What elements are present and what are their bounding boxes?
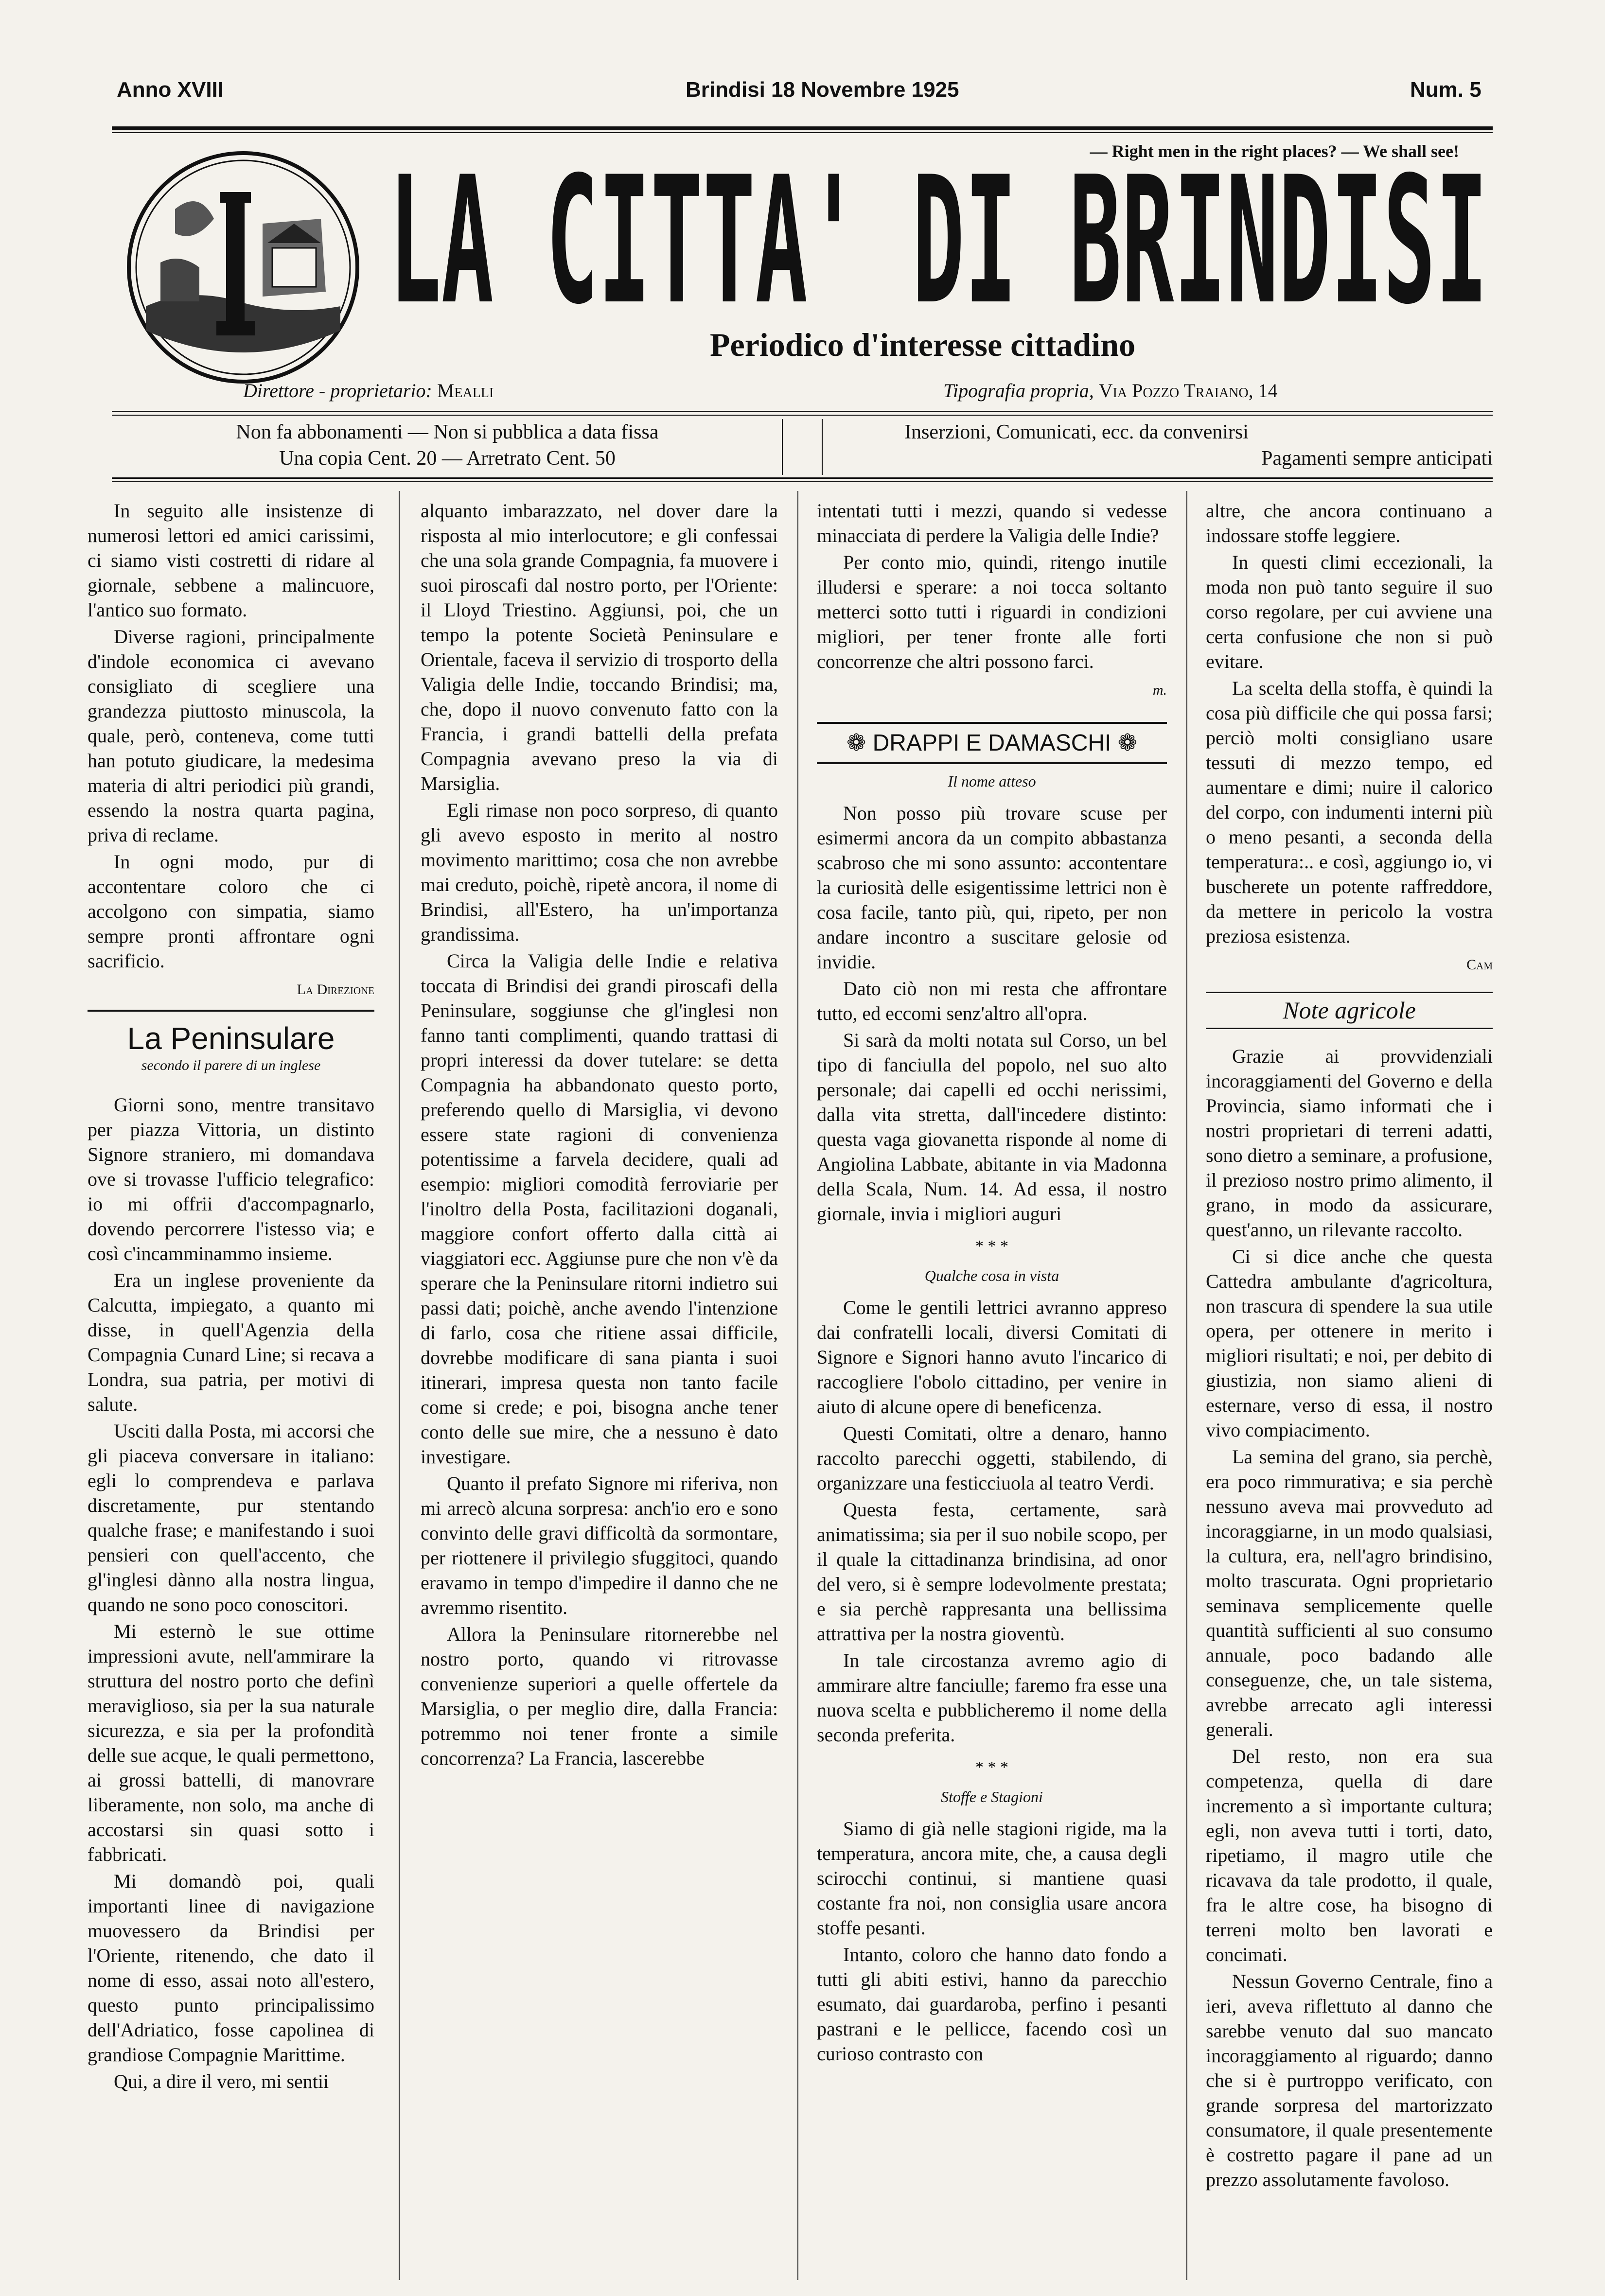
article-paragraph: Del resto, non era sua competenza, quella di dare incremento a sì importante cultura; egli, non aveva tutti i torti, dato, ripetiamo, il magro utile che ricavava da tale prodotto, il quale, fra le altre cose, ha bisogno di terreni molto ben lavorati e concimati. bbox=[1206, 1745, 1493, 1965]
section-title-box bbox=[817, 722, 1167, 764]
article-paragraph: La semina del grano, sia perchè, era poco rimmurativa; e sia perchè nessuno aveva mai provveduto ad incoraggiarne, in un modo qualsiasi, la cultura, era, nell'agro brindisino, molto trascurata. Ogni proprietario seminava semplicemente quelle quantità sufficienti al suo consumo annuale, poco badando alle conseguenze, che, un tale sistema, avrebbe arrecato agli interessi generali. bbox=[1206, 1446, 1493, 1740]
asterism: * * * bbox=[975, 1758, 1008, 1776]
subsection-paragraph: Intanto, coloro che hanno dato fondo a tutti gli abiti estivi, hanno da parecchio esumato, dai guardaroba, perfino i pesanti pastrani e le pellicce, facendo così un curioso contrasto con bbox=[817, 1944, 1167, 2065]
article-paragraph: Ci si dice anche che questa Cattedra ambulante d'agricoltura, non trascura di spendere la sua utile opera, per ottenere in merito i migliori risultati; e noi, per debito di giustizia, non siamo alieni di esternare, verso di essa, il nostro vivo compiacimento. bbox=[1206, 1245, 1493, 1441]
info-divider-1 bbox=[782, 419, 783, 475]
issue-number: Num. 5 bbox=[1410, 78, 1482, 102]
header-top-rule bbox=[112, 126, 1493, 130]
article-paragraph: Allora la Peninsulare ritornerebbe nel nostro porto, quando vi ritrovasse convenienze superiori a quelle offertele da Marsiglia, o per meglio dire, dalla Francia: potremmo noi tener fronte a simile concorrenza? La Francia, lascerebbe bbox=[421, 1623, 778, 1769]
header-top-rule-thin bbox=[112, 132, 1493, 133]
subsection-paragraph: Come le gentili lettrici avranno appreso dai confratelli locali, diversi Comitati di Signore e Signori hanno avuto l'incarico di raccogliere l'obolo cittadino, per venire in aiuto di alcune opere di beneficenza. bbox=[817, 1297, 1167, 1418]
masthead-title bbox=[379, 160, 1498, 326]
asterism: * * * bbox=[975, 1237, 1008, 1255]
issue-date: Brindisi 18 Novembre 1925 bbox=[686, 78, 959, 102]
subsection-paragraph: In questi climi eccezionali, la moda non può tanto seguire il suo corso regolare, per cui avviene una certa confusione che non si può evitare. bbox=[1206, 551, 1493, 672]
article-subtitle: secondo il parere di un inglese bbox=[141, 1057, 321, 1073]
typography-address: Via Pozzo Traiano, 14 bbox=[1098, 380, 1278, 402]
article-title: La Peninsulare bbox=[127, 1021, 335, 1056]
intro-paragraph: In seguito alle insistenze di numerosi lettori ed amici carissimi, ci siamo visti costretti di ridare al giornale, sebbene a malincuore, l'antico suo formato. bbox=[88, 500, 374, 621]
typography-label: Tipografia propria, bbox=[943, 380, 1094, 402]
article-signature: m. bbox=[1152, 682, 1167, 698]
info-top-rule bbox=[112, 411, 1493, 412]
column-rule-1 bbox=[399, 491, 400, 2280]
masthead-subtitle: Periodico d'interesse cittadino bbox=[710, 326, 1136, 363]
subsection-paragraph: Questi Comitati, oltre a denaro, hanno raccolto parecchi oggetti, stabilendo, di organizzare una festicciuola al teatro Verdi. bbox=[817, 1422, 1167, 1494]
info-right-line1: Inserzioni, Comunicati, ecc. da convenirsi bbox=[904, 421, 1249, 443]
subsection-paragraph: Questa festa, certamente, sarà animatissima; sia per il suo nobile scopo, per il quale la cittadinanza brindisina, ad onor del vero, si è sempre lodevolmente prestata; e sia perchè rappresanta una bellissima attrattiva per la nostra gioventù. bbox=[817, 1499, 1167, 1645]
article-paragraph: alquanto imbarazzato, nel dover dare la risposta al mio interlocutore; e gli confessai che una sola grande Compagnia, fa muovere i suoi piroscafi dal nostro porto, per l'Oriente: il Lloyd Triestino. Aggiunsi, poi, che un tempo la potente Società Peninsulare e Orientale, faceva il servizio di trosporto della Valigia delle Indie, toccando Brindisi; ma, che, dopo il nuovo convenuto fatto con la Francia, i grandi battelli della prefata Compagnia avevano preso la via di Marsiglia. bbox=[421, 500, 778, 794]
intro-paragraph: In ogni modo, pur di accontentare coloro che ci accolgono con simpatia, siamo sempre pronti affrontare ogni sacrificio. bbox=[88, 851, 374, 972]
masthead-title-text: LA CITTA' DI BRINDISI bbox=[389, 160, 1488, 326]
article-paragraph: Mi domandò poi, quali importanti linee di navigazione muovessero da Brindisi per l'Oriente, ritenendo, che dato il nome di esso, assai noto all'estero, questo punto principalissimo dell'Adriatico, fosse capolinea di grandiose Compagnie Marittime. bbox=[88, 1870, 374, 2066]
article-paragraph: Giorni sono, mentre transitavo per piazza Vittoria, un distinto Signore straniero, mi domandava ove si trovasse l'ufficio telegrafico: io mi offrii d'accompagnarlo, dovendo percorrere l'istesso via; e così c'incamminammo insieme. bbox=[88, 1094, 374, 1264]
article-paragraph: Circa la Valigia delle Indie e relativa toccata di Brindisi dei grandi piroscafi della Peninsulare, soggiunse che gl'inglesi non fanno tanti complimenti, quando trattasi di propri interessi da dover tutelare: se detta Compagnia ha abbandonato questo porto, preferendo quello di Marsiglia, vi devono essere state ragioni di convenienza potentissime a farvela decidere, quali ad esempio: migliori comodità ferroviarie per l'inoltro della Posta, facilitazioni doganali, maggiore confort offerto dalla città ai viaggiatori ecc. Aggiunse pure che non v'è da sperare che la Peninsulare ritorni indietro sui passi dati; poichè, anche avendo l'intenzione di farlo, cosa che ritiene assai difficile, dovrebbe modificare di sana pianta i suoi itinerari, impresa questa non tanto facile come si crede; e poi, bisogna anche tener conto delle sue mire, che a nessuno è dato investigare. bbox=[421, 950, 778, 1468]
column-rule-3 bbox=[1186, 491, 1187, 2280]
section-title: DRAPPI E DAMASCHI bbox=[872, 730, 1111, 756]
article-paragraph: Egli rimase non poco sorpreso, di quanto gli avevo esposto in merito al nostro movimento marittimo; cosa che non avrebbe mai creduto, poichè, ripetè ancora, il nome di Brindisi, all'Estero, ha un'importanza grandissima. bbox=[421, 799, 778, 945]
flower-icon: ❁ bbox=[1111, 730, 1137, 756]
article-paragraph: Per conto mio, quindi, ritengo inutile illudersi e sperare: a noi tocca soltanto metterci sotto tutti i riguardi in condizioni migliori, per tener fronte alle forti concorrenze che altri possono farci. bbox=[817, 551, 1167, 672]
column-3 bbox=[817, 498, 1167, 2068]
info-right bbox=[904, 419, 1493, 472]
section-divider bbox=[88, 1010, 374, 1012]
column-2 bbox=[421, 498, 778, 1772]
subsection-paragraph: Dato ciò non mi resta che affrontare tutto, ed eccomi senz'altro all'opra. bbox=[817, 978, 1167, 1024]
article-paragraph: Usciti dalla Posta, mi accorsi che gli piaceva conversare in italiano: egli lo comprendeva e parlava discretamente, pur stentando qualche frase; e manifestando i suoi pensieri con quell'accento, che gl'inglesi dànno alla nostra lingua, quando ne sono poco conoscitori. bbox=[88, 1420, 374, 1615]
article-paragraph: Nessun Governo Centrale, fino a ieri, aveva riflettuto al danno che sarebbe venuto dal suo mancato incoraggiamento al riguardo; danno che si è purtroppo verificato, con grande sorpresa del martorizzato consumatore, il quale presentemente è costretto pagare il pane ad un prezzo assolutamente favoloso. bbox=[1206, 1970, 1493, 2191]
director-name: Mealli bbox=[437, 380, 494, 402]
section-title: Note agricole bbox=[1206, 992, 1493, 1029]
info-left bbox=[117, 419, 778, 472]
subsection-paragraph: In tale circostanza avremo agio di ammirare altre fanciulle; faremo fra esse una nuova scelta e pubblicheremo il nome della seconda preferita. bbox=[817, 1649, 1167, 1746]
info-bottom-rule bbox=[112, 477, 1493, 479]
typography-line bbox=[943, 379, 1278, 402]
column-rule-2 bbox=[797, 491, 798, 2280]
subsection-paragraph: Si sarà da molti notata sul Corso, un bel tipo di fanciulla del popolo, nel suo alto personale; dai capelli ed occhi nerissimi, dalla vita stretta, dall'incedere distinto: questa vaga giovanetta risponde al nome di Angiolina Labbate, abitante in via Madonna della Scala, Num. 14. Ad essa, il nostro giornale, invia i migliori auguri bbox=[817, 1029, 1167, 1225]
intro-paragraph: Diverse ragioni, principalmente d'indole economica ci avevano consigliato di scegliere una grandezza piuttosto minuscola, la quale, però, conteneva, come tutti han potuto giudicare, la medesima materia di altri periodici più grandi, essendo la nostra quarta pagina, priva di reclame. bbox=[88, 626, 374, 846]
city-emblem-icon bbox=[117, 146, 370, 389]
article-paragraph: intentati tutti i mezzi, quando si vedesse minacciata di perdere la Valigia delle Indie? bbox=[817, 500, 1167, 546]
subsection-paragraph: La scelta della stoffa, è quindi la cosa più difficile che qui possa farsi; perciò molti consigliano usare tessuti di mezzo tempo, ed aumentare e dimi; nuire il calorico del corpo, con indumenti interni più o meno pesanti, a seconda della temperatura:.. e così, aggiungo io, vi buscherete un potente raffreddore, da mettere in pericolo la vostra preziosa esistenza. bbox=[1206, 677, 1493, 947]
article-paragraph: Qui, a dire il vero, mi sentii bbox=[114, 2070, 329, 2092]
column-4 bbox=[1206, 498, 1493, 2194]
info-divider-2 bbox=[822, 419, 823, 475]
article-paragraph: Era un inglese proveniente da Calcutta, impiegato, a quanto mi disse, in quell'Agenzia della Compagnia Cunard Line; si recava a Londra, sua patria, per motivi di salute. bbox=[88, 1269, 374, 1415]
info-left-line1: Non fa abbonamenti — Non si pubblica a data fissa bbox=[236, 421, 659, 443]
issue-year: Anno XVIII bbox=[117, 78, 224, 102]
column-1 bbox=[88, 498, 374, 2096]
director-line bbox=[243, 379, 494, 402]
director-label: Direttore - proprietario: bbox=[243, 380, 432, 402]
article-paragraph: Quanto il prefato Signore mi riferiva, non mi arrecò alcuna sorpresa: anch'io ero e sono convinto delle gravi difficoltà da sormontare, per riottenere il privilegio sfuggitoci, quando eravamo in tempo d'impedire il danno che ne avremmo risentito. bbox=[421, 1472, 778, 1618]
info-left-line2: Una copia Cent. 20 — Arretrato Cent. 50 bbox=[279, 447, 616, 470]
article-paragraph: Grazie ai provvidenziali incoraggiamenti del Governo e della Provincia, siamo informati che i nostri proprietari di terreni adatti, sono dietro a seminare, a profusione, il prezioso nostro primo alimento, il grano, in modo da assicurare, quest'anno, un rilevante raccolto. bbox=[1206, 1045, 1493, 1241]
subsection-title: Stoffe e Stagioni bbox=[941, 1788, 1043, 1805]
intro-signature: La Direzione bbox=[297, 981, 374, 998]
flower-icon: ❁ bbox=[847, 730, 873, 756]
article-paragraph: Mi esternò le sue ottime impressioni avute, nell'ammirare la struttura del nostro porto che definì meraviglioso, sia per la sua naturale sicurezza, e sia per la profondità delle sue acque, le quali permettono, ai grossi battelli, di manovrare liberamente, non solo, ma anche di accostarsi sin quasi sotto i fabbricati. bbox=[88, 1620, 374, 1865]
info-top-rule-thin bbox=[112, 415, 1493, 416]
subsection-paragraph: Non posso più trovare scuse per esimermi ancora da un compito abbastanza scabroso che mi sono assunto: accontentare la curiosità delle esigentissime lettrici non è cosa facile, tanto più, qui, ripeto, per non andare incontro a suscitare gelosie od invidie. bbox=[817, 802, 1167, 973]
subsection-title: Il nome atteso bbox=[948, 772, 1036, 790]
article-signature: Cam bbox=[1466, 957, 1493, 973]
subsection-paragraph: altre, che ancora continuano a indossare stoffe leggiere. bbox=[1206, 500, 1493, 546]
info-bottom-rule-thin bbox=[112, 481, 1493, 482]
subsection-paragraph: Siamo di già nelle stagioni rigide, ma la temperatura, ancora mite, che, a causa degli scirocchi continui, si mantiene quasi costante fra noi, non consiglia usare ancora stoffe pesanti. bbox=[817, 1818, 1167, 1939]
info-right-line2: Pagamenti sempre anticipati bbox=[1261, 447, 1493, 470]
header-motto: — Right men in the right places? — We shall see! bbox=[1090, 141, 1459, 161]
subsection-title: Qualche cosa in vista bbox=[924, 1267, 1059, 1284]
